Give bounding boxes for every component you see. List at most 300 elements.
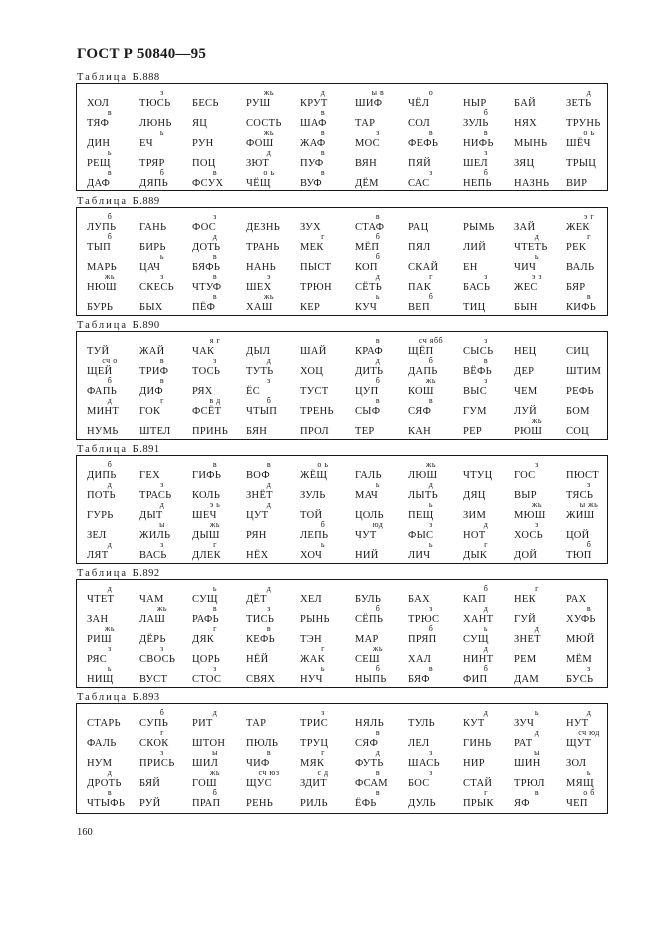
cell-annotation: з <box>429 604 433 613</box>
cell-word: ДИПЬ <box>87 470 117 481</box>
cell-word: БОМ <box>566 406 590 417</box>
cell-word: ЦУП <box>355 386 379 397</box>
cell-word: ФСУХ <box>192 178 224 189</box>
cell-annotation: жь <box>209 520 221 529</box>
table-cell <box>355 417 415 439</box>
cell-word: ШИЛ <box>192 758 219 769</box>
table-cell <box>300 729 360 751</box>
cell-annotation: г <box>587 232 591 241</box>
cell-annotation: в <box>320 168 326 177</box>
table-row <box>77 749 607 771</box>
table-cell <box>139 213 199 235</box>
table-cell <box>566 213 626 235</box>
word-table <box>76 579 608 688</box>
table-cell <box>408 645 468 667</box>
table-cell <box>139 749 199 771</box>
cell-word: РАТ <box>514 738 533 749</box>
cell-word: ФИП <box>463 674 488 685</box>
table-cell <box>355 397 415 419</box>
table-cell <box>87 89 147 111</box>
table-cell <box>514 149 574 171</box>
cell-word: БЫН <box>514 302 538 313</box>
cell-word: СТАРЬ <box>87 718 121 729</box>
table-cell <box>192 481 252 503</box>
cell-word: ГУРЬ <box>87 510 114 521</box>
table-cell <box>514 89 574 111</box>
cell-annotation: б <box>375 232 381 241</box>
table-cell <box>246 605 306 627</box>
table-cell <box>87 501 147 523</box>
table-cell <box>566 789 626 811</box>
table-cell <box>514 481 574 503</box>
cell-annotation: жь <box>263 128 275 137</box>
table-cell <box>87 481 147 503</box>
table-cell <box>246 169 306 191</box>
cell-word: ТРАСЬ <box>139 490 172 501</box>
table-cell <box>87 129 147 151</box>
cell-word: ШИФ <box>355 98 383 109</box>
table-cell <box>192 541 252 563</box>
table-row <box>77 233 607 255</box>
cell-word: ТРУЦ <box>300 738 329 749</box>
cell-word: ЩУТ <box>566 738 592 749</box>
cell-word: НИФЬ <box>463 138 494 149</box>
table-cell <box>87 253 147 275</box>
table-caption-label: Таблица <box>77 444 133 455</box>
table-cell <box>246 769 306 791</box>
cell-annotation: д <box>483 644 489 653</box>
cell-word: РУЙ <box>139 798 161 809</box>
cell-word: НИНТ <box>463 654 494 665</box>
table-cell <box>300 541 360 563</box>
table-cell <box>192 665 252 687</box>
cell-annotation: э ь <box>209 500 221 509</box>
table-cell <box>87 645 147 667</box>
table-cell <box>192 357 252 379</box>
cell-word: ПРИНЬ <box>192 426 229 437</box>
cell-word: ЛУПЬ <box>87 222 117 233</box>
cell-word: ЗОЛ <box>566 758 587 769</box>
cell-word: НЫПЬ <box>355 674 387 685</box>
table-cell <box>139 665 199 687</box>
cell-annotation: в <box>212 604 218 613</box>
table-cell <box>87 377 147 399</box>
table-caption <box>77 692 160 703</box>
cell-word: ЛЕПЬ <box>300 530 329 541</box>
cell-annotation: д <box>428 480 434 489</box>
table-cell <box>408 337 468 359</box>
cell-annotation: в <box>534 788 540 797</box>
table-cell <box>87 665 147 687</box>
table-cell <box>408 109 468 131</box>
cell-word: ЧИФ <box>246 758 270 769</box>
table-cell <box>192 109 252 131</box>
cell-annotation: ь <box>375 292 381 301</box>
cell-word: ЛИЙ <box>463 242 487 253</box>
cell-word: ЛУЙ <box>514 406 538 417</box>
cell-word: НОТ <box>463 530 486 541</box>
cell-word: ТЭН <box>300 634 322 645</box>
cell-annotation: ы <box>212 748 218 757</box>
table-cell <box>355 605 415 627</box>
cell-word: ТРАНЬ <box>246 242 280 253</box>
table-cell <box>514 109 574 131</box>
cell-word: НЕПЬ <box>463 178 492 189</box>
table-cell <box>355 709 415 731</box>
cell-word: ЧУТ <box>355 530 377 541</box>
cell-annotation: д <box>483 708 489 717</box>
cell-word: НЫР <box>463 98 487 109</box>
word-table <box>76 331 608 440</box>
cell-word: ЗУЧ <box>514 718 535 729</box>
cell-word: ТРИС <box>300 718 329 729</box>
cell-word: ТРЮЛ <box>514 778 545 789</box>
table-cell <box>514 377 574 399</box>
table-cell <box>192 729 252 751</box>
cell-word: МЯЩ <box>566 778 594 789</box>
cell-word: ЧЕМ <box>514 386 538 397</box>
table-caption <box>77 320 160 331</box>
table-cell <box>300 129 360 151</box>
cell-word: ПАК <box>408 282 432 293</box>
table-cell <box>355 729 415 751</box>
table-cell <box>514 357 574 379</box>
cell-annotation: б <box>159 708 165 717</box>
page-number: 160 <box>77 827 93 838</box>
table-cell <box>192 521 252 543</box>
table-row <box>77 645 607 667</box>
table-cell <box>192 397 252 419</box>
cell-word: ВЯН <box>355 158 377 169</box>
cell-annotation: в <box>428 128 434 137</box>
table-cell <box>87 357 147 379</box>
cell-word: НЯХ <box>514 118 538 129</box>
cell-annotation: з <box>213 356 217 365</box>
table-cell <box>139 541 199 563</box>
table-cell <box>87 169 147 191</box>
table-cell <box>355 585 415 607</box>
cell-annotation: д <box>266 584 272 593</box>
cell-word: ЧИЧ <box>514 262 537 273</box>
table-cell <box>514 521 574 543</box>
cell-word: ЛЫТЬ <box>408 490 438 501</box>
cell-word: ТРЕНЬ <box>300 406 334 417</box>
cell-word: ЯФ <box>514 798 530 809</box>
cell-annotation: сч юз <box>258 768 280 777</box>
cell-word: БЯФЬ <box>192 262 221 273</box>
table-cell <box>246 789 306 811</box>
cell-annotation: з <box>213 212 217 221</box>
cell-word: ТРЮС <box>408 614 440 625</box>
table-cell <box>139 337 199 359</box>
table-cell <box>408 541 468 563</box>
cell-annotation: ы жь <box>579 500 599 509</box>
cell-annotation: в <box>212 252 218 261</box>
cell-annotation: ь <box>586 768 592 777</box>
table-cell <box>139 585 199 607</box>
table-cell <box>300 461 360 483</box>
cell-annotation: жь <box>531 500 543 509</box>
table-cell <box>408 149 468 171</box>
table-cell <box>246 109 306 131</box>
cell-annotation: б <box>483 168 489 177</box>
table-cell <box>514 293 574 315</box>
cell-word: МЕК <box>300 242 324 253</box>
table-cell <box>192 377 252 399</box>
cell-annotation: д <box>483 520 489 529</box>
cell-word: ТЯСЬ <box>566 490 594 501</box>
cell-annotation: ь <box>320 540 326 549</box>
table-cell <box>408 481 468 503</box>
table-cell <box>514 729 574 751</box>
table-row <box>77 461 607 483</box>
cell-annotation: б <box>375 376 381 385</box>
table-cell <box>300 253 360 275</box>
table-cell <box>87 729 147 751</box>
table-cell <box>566 233 626 255</box>
table-cell <box>300 605 360 627</box>
cell-annotation: я г <box>209 336 221 345</box>
cell-annotation: г <box>321 232 325 241</box>
cell-annotation: в <box>375 336 381 345</box>
cell-word: ТЮСЬ <box>139 98 171 109</box>
cell-word: НЯЛЬ <box>355 718 384 729</box>
table-cell <box>139 293 199 315</box>
cell-annotation: д <box>266 500 272 509</box>
table-cell <box>300 501 360 523</box>
cell-annotation: д <box>107 396 113 405</box>
table-cell <box>566 377 626 399</box>
cell-word: ЧЕП <box>566 798 588 809</box>
table-cell <box>355 357 415 379</box>
table-cell <box>566 521 626 543</box>
cell-annotation: э <box>267 272 271 281</box>
table-caption-number: Б.888 <box>132 72 160 83</box>
table-cell <box>355 645 415 667</box>
cell-word: СЯФ <box>408 406 432 417</box>
cell-word: ЩУС <box>246 778 272 789</box>
table-cell <box>514 789 574 811</box>
cell-word: ДЫТ <box>139 510 163 521</box>
table-caption-number: Б.893 <box>132 692 160 703</box>
table-cell <box>87 749 147 771</box>
cell-word: ФЕФЬ <box>408 138 439 149</box>
table-cell <box>192 417 252 439</box>
table-cell <box>566 541 626 563</box>
table-caption-label: Таблица <box>77 568 133 579</box>
cell-word: ЕН <box>463 262 478 273</box>
table-cell <box>355 481 415 503</box>
table-cell <box>300 169 360 191</box>
cell-word: ЧАМ <box>139 594 164 605</box>
cell-word: РИТ <box>192 718 213 729</box>
cell-word: ГОШ <box>192 778 217 789</box>
cell-word: ДРОТЬ <box>87 778 122 789</box>
cell-word: ФОС <box>192 222 217 233</box>
cell-word: БИРЬ <box>139 242 166 253</box>
cell-annotation: з <box>429 748 433 757</box>
cell-word: ХОЦ <box>300 366 324 377</box>
cell-annotation: д <box>375 272 381 281</box>
table-cell <box>566 461 626 483</box>
cell-word: ПОТЬ <box>87 490 116 501</box>
cell-word: ТАР <box>246 718 267 729</box>
cell-word: СЕШ <box>355 654 380 665</box>
table-cell <box>566 169 626 191</box>
cell-annotation: в <box>266 624 272 633</box>
cell-annotation: сч о <box>102 356 118 365</box>
cell-annotation: д <box>107 768 113 777</box>
cell-annotation: б <box>483 108 489 117</box>
cell-word: ЛЕЛ <box>408 738 430 749</box>
table-cell <box>246 129 306 151</box>
cell-word: ДАПЬ <box>408 366 438 377</box>
table-cell <box>355 109 415 131</box>
cell-annotation: жь <box>263 88 275 97</box>
table-cell <box>192 625 252 647</box>
cell-word: ЗАН <box>87 614 109 625</box>
table-cell <box>566 357 626 379</box>
table-cell <box>355 89 415 111</box>
cell-word: ВУСТ <box>139 674 168 685</box>
table-cell <box>566 769 626 791</box>
cell-word: ЖЕК <box>566 222 590 233</box>
cell-word: ЛЯТ <box>87 550 109 561</box>
word-table <box>76 455 608 564</box>
cell-word: ЛЮНЬ <box>139 118 172 129</box>
table-cell <box>246 293 306 315</box>
cell-word: ТАР <box>355 118 376 129</box>
word-table <box>76 83 608 191</box>
cell-annotation: з <box>484 272 488 281</box>
table-cell <box>355 789 415 811</box>
table-cell <box>246 273 306 295</box>
table-row <box>77 605 607 627</box>
table-row <box>77 377 607 399</box>
table-cell <box>87 149 147 171</box>
cell-annotation: в <box>483 128 489 137</box>
cell-word: ДОТЬ <box>192 242 221 253</box>
cell-word: ЖЕС <box>514 282 538 293</box>
cell-word: РЫМЬ <box>463 222 495 233</box>
cell-annotation: в <box>375 396 381 405</box>
table-cell <box>139 149 199 171</box>
table-caption-label: Таблица <box>77 72 133 83</box>
table-row <box>77 357 607 379</box>
cell-word: ВУФ <box>300 178 323 189</box>
cell-annotation: в <box>107 108 113 117</box>
cell-annotation: д <box>107 584 113 593</box>
cell-annotation: з <box>108 644 112 653</box>
table-caption-label: Таблица <box>77 196 133 207</box>
cell-annotation: г <box>160 728 164 737</box>
table-row <box>77 273 607 295</box>
table-cell <box>300 521 360 543</box>
cell-word: ГИФЬ <box>192 470 222 481</box>
cell-annotation: д <box>483 604 489 613</box>
cell-word: ВИР <box>566 178 588 189</box>
table-caption-number: Б.890 <box>132 320 160 331</box>
cell-word: ЁС <box>246 386 261 397</box>
cell-word: ЯЦ <box>192 118 208 129</box>
cell-annotation: з <box>535 520 539 529</box>
cell-word: ЛЮШ <box>408 470 438 481</box>
cell-annotation: в <box>107 168 113 177</box>
cell-annotation: в <box>266 460 272 469</box>
cell-word: НЮШ <box>87 282 117 293</box>
table-cell <box>246 233 306 255</box>
table-cell <box>408 273 468 295</box>
cell-annotation: з <box>160 748 164 757</box>
cell-word: СЫФ <box>355 406 381 417</box>
cell-word: ШЕХ <box>246 282 272 293</box>
table-caption <box>77 196 160 207</box>
cell-word: ПЮСТ <box>566 470 599 481</box>
cell-annotation: б <box>483 664 489 673</box>
cell-annotation: б <box>586 540 592 549</box>
cell-word: ДЯПЬ <box>139 178 168 189</box>
table-cell <box>355 461 415 483</box>
table-cell <box>246 213 306 235</box>
cell-word: ХАШ <box>246 302 273 313</box>
cell-word: НИР <box>463 758 485 769</box>
table-cell <box>246 417 306 439</box>
cell-word: РЫНЬ <box>300 614 330 625</box>
cell-word: СТОС <box>192 674 222 685</box>
table-cell <box>192 89 252 111</box>
cell-word: КЕР <box>300 302 321 313</box>
cell-word: КАН <box>408 426 432 437</box>
table-cell <box>514 129 574 151</box>
cell-annotation: в <box>375 212 381 221</box>
cell-word: ПРЯП <box>408 634 437 645</box>
table-cell <box>87 233 147 255</box>
cell-word: ЦАЧ <box>139 262 161 273</box>
table-cell <box>192 709 252 731</box>
cell-word: ЗДИТ <box>300 778 327 789</box>
cell-word: ФАПЬ <box>87 386 118 397</box>
cell-annotation: жь <box>531 416 543 425</box>
cell-word: ЗНЁТ <box>246 490 273 501</box>
cell-word: СЫСЬ <box>463 346 494 357</box>
table-cell <box>87 273 147 295</box>
cell-word: БУСЬ <box>566 674 594 685</box>
cell-annotation: жь <box>104 272 116 281</box>
table-cell <box>300 109 360 131</box>
cell-word: ЁФЬ <box>355 798 377 809</box>
table-cell <box>300 357 360 379</box>
table-cell <box>139 169 199 191</box>
table-row <box>77 149 607 171</box>
table-cell <box>139 233 199 255</box>
cell-annotation: з <box>267 604 271 613</box>
cell-word: МАРЬ <box>87 262 117 273</box>
cell-annotation: ь <box>159 252 165 261</box>
cell-word: ЖАЙ <box>139 346 165 357</box>
table-cell <box>355 521 415 543</box>
cell-word: ВОФ <box>246 470 270 481</box>
table-cell <box>246 397 306 419</box>
cell-word: ЗУХ <box>300 222 321 233</box>
table-cell <box>514 253 574 275</box>
cell-annotation: сч ябб <box>418 336 444 345</box>
table-cell <box>566 585 626 607</box>
cell-annotation: з <box>213 664 217 673</box>
table-cell <box>408 253 468 275</box>
table-cell <box>192 461 252 483</box>
cell-word: ЦОЙ <box>566 530 590 541</box>
cell-annotation: э г <box>583 212 595 221</box>
